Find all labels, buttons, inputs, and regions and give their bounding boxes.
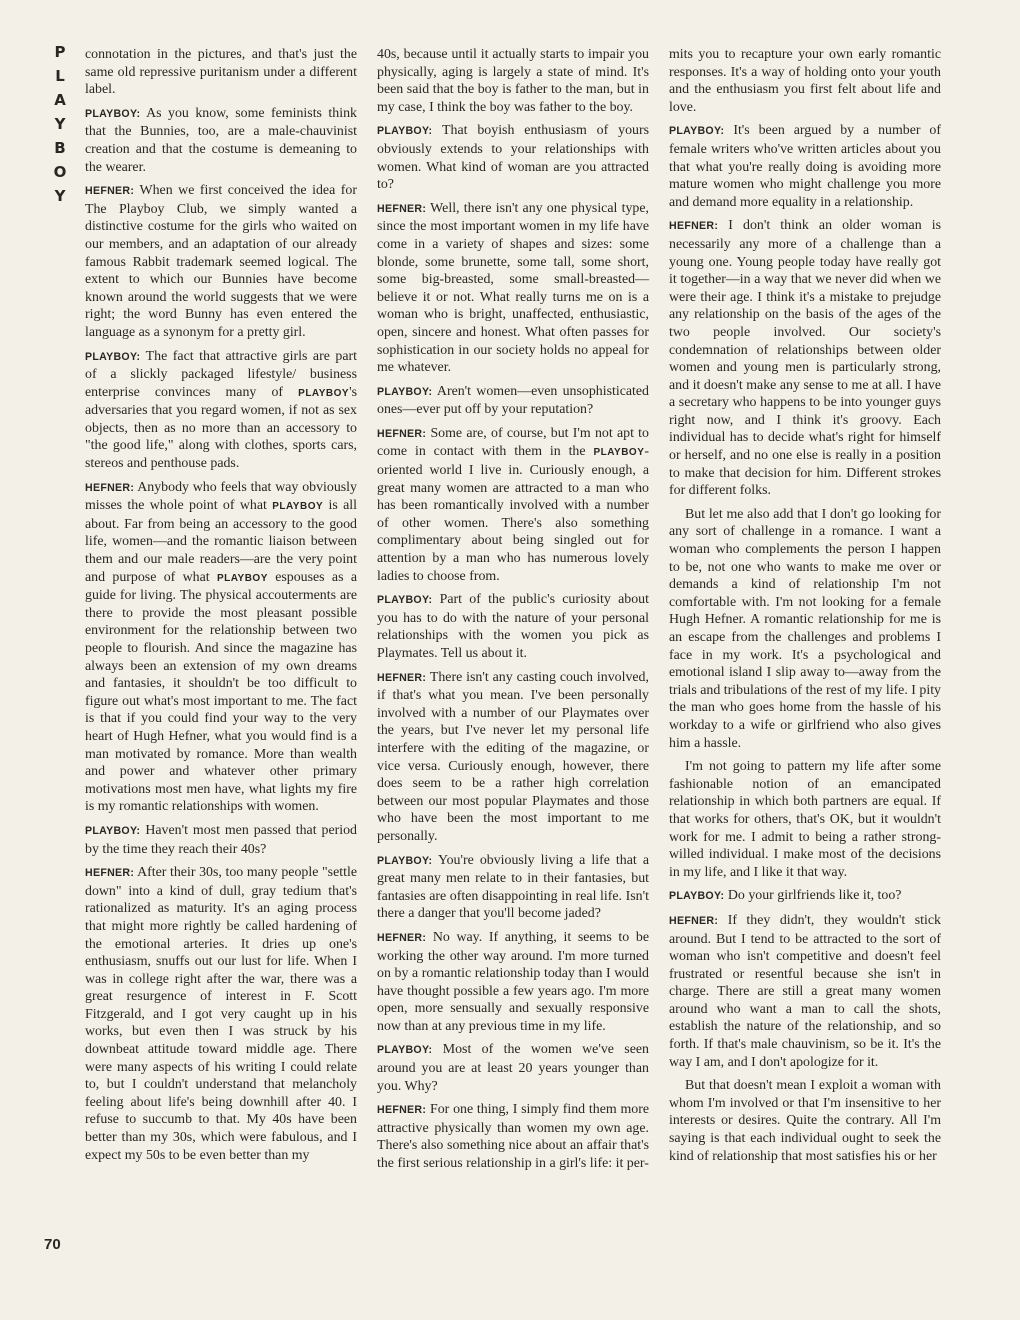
paragraph-text: Aren't women—even unsophisticated ones—ever put off by your reputation? [377, 383, 649, 418]
text-column-3 [669, 46, 941, 1171]
paragraph [377, 669, 649, 846]
speaker-label: HEFNER: [377, 427, 427, 440]
paragraph [377, 200, 649, 377]
paragraph [669, 1077, 941, 1165]
masthead-letter: O [53, 163, 67, 181]
paragraph-text: Haven't most men passed that period by the time they reach their 40s? [85, 822, 357, 857]
paragraph-text: Some are, of course, but I'm not apt to come in contact with them in the [377, 425, 649, 460]
masthead-letter: P [54, 43, 66, 61]
paragraph-text: 40s, because until it actually starts to impair you physically, aging is largely a state of mind. It's been said that the boy is father to the man, but in my case, I think the boy was father to the boy. [377, 47, 649, 115]
speaker-label: HEFNER: [85, 185, 135, 198]
paragraph [669, 46, 941, 116]
paragraph-text: But let me also add that I don't go looking for any sort of challenge in a romance. I want a woman who complements the person I happen to be, not one who wants to make me over or demands a kind of relationship I'm not comfortable with. I'm not looking for a female Hugh Hefner. A romantic relationship for me is an escape from the challenges and problems I face in my work. It's a psychological and emotional island I slip away to—away from the trials and tribulations of the rest of my life. I pity the man who goes home from the hassle of his workday to a wife or girlfriend who also gives him a hassle. [669, 506, 941, 751]
paragraph-text: It's been argued by a number of female writers who've written articles about you that what you're really doing is avoiding more mature women who might challenge you more and demand more equality in a relationship. [669, 123, 941, 210]
paragraph [377, 122, 649, 193]
speaker-label: HEFNER: [377, 1104, 427, 1117]
paragraph-text: There isn't any casting couch involved, if that's what you mean. I've been personally involved with a number of our Playmates over the years, but I've never let my personal life interfere with the editing of the magazine, or vice versa. Curiously enough, however, there does seem to be a rather high correlation between our most popular Playmates and those who have been the most important to me personally. [377, 669, 649, 844]
masthead-letter: L [55, 67, 65, 85]
paragraph-text: No way. If anything, it seems to be working the other way around. I'm more turned on by a romantic relationship today than I would have thought possible a few years ago. I'm more open, more sensually and sexually responsive now than at any previous time in my life. [377, 929, 649, 1034]
paragraph-text: I'm not going to pattern my life after some fashionable notion of an emancipated relationship in which both partners are equal. If that works for others, that's OK, but it wouldn't work for me. I admit to being a rather strong-willed individual. I make most of the decisions in my life, and I like it that way. [669, 759, 941, 880]
paragraph-text: As you know, some feminists think that the Bunnies, too, are a male-chauvinist creation and that the costume is demeaning to the wearer. [85, 105, 357, 175]
paragraph-text: I don't think an older woman is necessarily any more of a challenge than a young one. Young people today have really got it together—in a way that we never did when we were their age. I think it's a mistake to prejudge any relationship on the basis of the ages of the two people involved. Our society's condemnation of relationships between older women and young men is particularly strong, and it doesn't make any sense to me at all. I have a secretary who happens to be into younger guys right now, and I think it's groovy. Each individual has to decide what's right for himself or herself, and no one else is really in a position to make that decision for him. Different strokes for different folks. [669, 218, 941, 499]
paragraph-text: Do your girlfriends like it, too? [727, 888, 902, 904]
paragraph [377, 46, 649, 116]
paragraph-text: is all about. Far from being an accessory to the good life, women—and the romantic liaison between them and our male readers—are the very point and purpose of what [85, 498, 357, 585]
paragraph-text: Most of the women we've seen around you are at least 20 years younger than you. Why? [377, 1042, 649, 1094]
paragraph-text: 's adversaries that you regard women, if not as sex objects, then as no more than an accessory to "the good life," along with clothes, sports cars, stereos and penthouse pads. [85, 384, 357, 472]
paragraph-text: mits you to recapture your own early romantic responses. It's a way of holding onto your youth and the enthusiasm you first felt about life and love. [669, 47, 941, 115]
small-caps-word: PLAYBOY [593, 447, 645, 459]
masthead-letter: B [54, 139, 66, 157]
paragraph [377, 425, 649, 585]
paragraph [85, 479, 357, 816]
speaker-label: HEFNER: [85, 481, 135, 494]
speaker-label: HEFNER: [85, 867, 135, 880]
masthead-vertical [42, 40, 78, 208]
small-caps-word: PLAYBOY [216, 572, 268, 584]
paragraph [669, 122, 941, 211]
paragraph [669, 758, 941, 881]
speaker-label: PLAYBOY: [85, 824, 141, 837]
speaker-label: PLAYBOY: [669, 125, 725, 138]
speaker-label: PLAYBOY: [85, 107, 141, 120]
text-column-2 [377, 46, 649, 1179]
speaker-label: PLAYBOY: [85, 350, 141, 363]
masthead-letter: Y [54, 187, 66, 205]
speaker-label: PLAYBOY: [377, 1044, 433, 1057]
paragraph-text: Well, there isn't any one physical type, since the most important women in my life have come in a variety of shapes and sizes: some blonde, some brunette, some tall, some short, some big-breasted, some small-breasted—believe it or not. What really turns me on is a woman who is bright, unaffected, enthusiastic, open, sincere and honest. What often passes for sophistication in our society holds no appeal for me whatever. [377, 200, 649, 376]
paragraph-text: The fact that attractive girls are part of a slickly packaged lifestyle/ business enterprise convinces many of [85, 348, 357, 400]
paragraph [377, 929, 649, 1036]
paragraph [377, 591, 649, 662]
speaker-label: HEFNER: [669, 914, 719, 927]
speaker-label: PLAYBOY: [377, 854, 433, 867]
speaker-label: HEFNER: [377, 202, 427, 215]
paragraph-text: Anybody who feels that way obviously misses the whole point of what [85, 479, 357, 514]
speaker-label: HEFNER: [669, 220, 719, 233]
paragraph-text: But that doesn't mean I exploit a woman with whom I'm involved or that I'm insensitive to her interests or desires. Quite the contrary. All I'm saying is that each individual ought to seek the kind of relationship that most satisfies his or her [669, 1078, 941, 1164]
paragraph [85, 348, 357, 473]
paragraph [669, 887, 941, 906]
speaker-label: HEFNER: [377, 671, 427, 684]
paragraph-text: That boyish enthusiasm of yours obviously extends to your relationships with women. What kind of woman are you attracted to? [377, 123, 649, 193]
paragraph [669, 506, 941, 752]
paragraph-text: You're obviously living a life that a great many men relate to in their fantasies, but fantasies are often disappointing in real life. Isn't there a danger that you'll become jaded? [377, 852, 649, 922]
page-number: 70 [44, 1236, 61, 1253]
paragraph-text: -oriented world I live in. Curiously enough, a great many women are attracted to a man who has been romantically involved with a number of other women. There's also something complimentary about being singled out for attention by a man who has numerous lovely ladies to choose from. [377, 444, 649, 584]
paragraph [669, 912, 941, 1071]
speaker-label: HEFNER: [377, 931, 427, 944]
speaker-label: PLAYBOY: [377, 594, 433, 607]
paragraph-text: connotation in the pictures, and that's just the same old repressive puritanism under a different label. [85, 47, 357, 98]
paragraph-text: After their 30s, too many people "settle down" into a kind of dull, gray tedium that's rationalized as maturity. It's an aging process that might more rightly be called hardening of the emotional arteries. It dries up one's enthusiasm, snuffs out our lust for life. When I was in college right after the war, there was a great resurgence of interest in F. Scott Fitzgerald, and I got very caught up in his works, but even then I was struck by his downbeat attitude toward middle age. There were many aspects of his writing I could relate to, but I couldn't understand that melancholy feeling about life's being downhill after 40. I refuse to succumb to that. My 40s have been better than my 30s, which were fabulous, and I expect my 50s to be even better than my [85, 865, 357, 1163]
paragraph [85, 822, 357, 858]
paragraph [377, 852, 649, 923]
speaker-label: PLAYBOY: [377, 385, 433, 398]
paragraph-text: Part of the public's curiosity about you has to do with the nature of your personal relationships with the women you pick as Playmates. Tell us about it. [377, 592, 649, 661]
paragraph [85, 182, 357, 341]
paragraph-text: For one thing, I simply find them more attractive physically than women my own age. There's also something nice about an affair that's the first serious relationship in a girl's life: it per- [377, 1102, 649, 1172]
paragraph-text: espouses as a guide for living. The physical accouterments are there to provide the most pleasant possible environment for the relationship between two people to flourish. And since the magazine has always been an extension of my own dreams and fantasies, it shouldn't be too difficult to figure out what's most important to me. The fact is that if you could find your way to the very heart of Hugh Hefner, what you would find is a man motivated by romance. More than wealth and power and whatever other primary motivations most men have, what lights my fire is my romantic relationships with women. [85, 569, 357, 815]
paragraph [85, 46, 357, 99]
masthead-letter: A [54, 91, 66, 109]
masthead-letter: Y [54, 115, 66, 133]
paragraph [85, 864, 357, 1164]
paragraph [669, 217, 941, 500]
text-column-1 [85, 46, 357, 1170]
paragraph-text: If they didn't, they wouldn't stick around. But I tend to be attracted to the sort of woman who isn't competitive and doesn't feel frustrated or resentful because she isn't in charge. There are still a great many women around who want a man to call the shots, establish the nature of the relationship, and so forth. If that's male chauvinism, so be it. It's the way I am, and I don't apologize for it. [669, 912, 941, 1070]
paragraph [377, 1041, 649, 1095]
speaker-label: PLAYBOY: [669, 890, 725, 903]
paragraph [85, 105, 357, 176]
paragraph-text: When we first conceived the idea for The Playboy Club, we simply wanted a distinctive costume for the girls who waited on our members, and an adaptation of our already famous Rabbit trademark seemed logical. The extent to which our Bunnies have become known around the world suggests that we were right; the word Bunny has even entered the language as a synonym for a pretty girl. [85, 183, 357, 340]
paragraph [377, 1101, 649, 1172]
speaker-label: PLAYBOY: [377, 125, 433, 138]
paragraph [377, 383, 649, 419]
small-caps-word: PLAYBOY [298, 387, 350, 399]
small-caps-word: PLAYBOY [272, 501, 324, 513]
